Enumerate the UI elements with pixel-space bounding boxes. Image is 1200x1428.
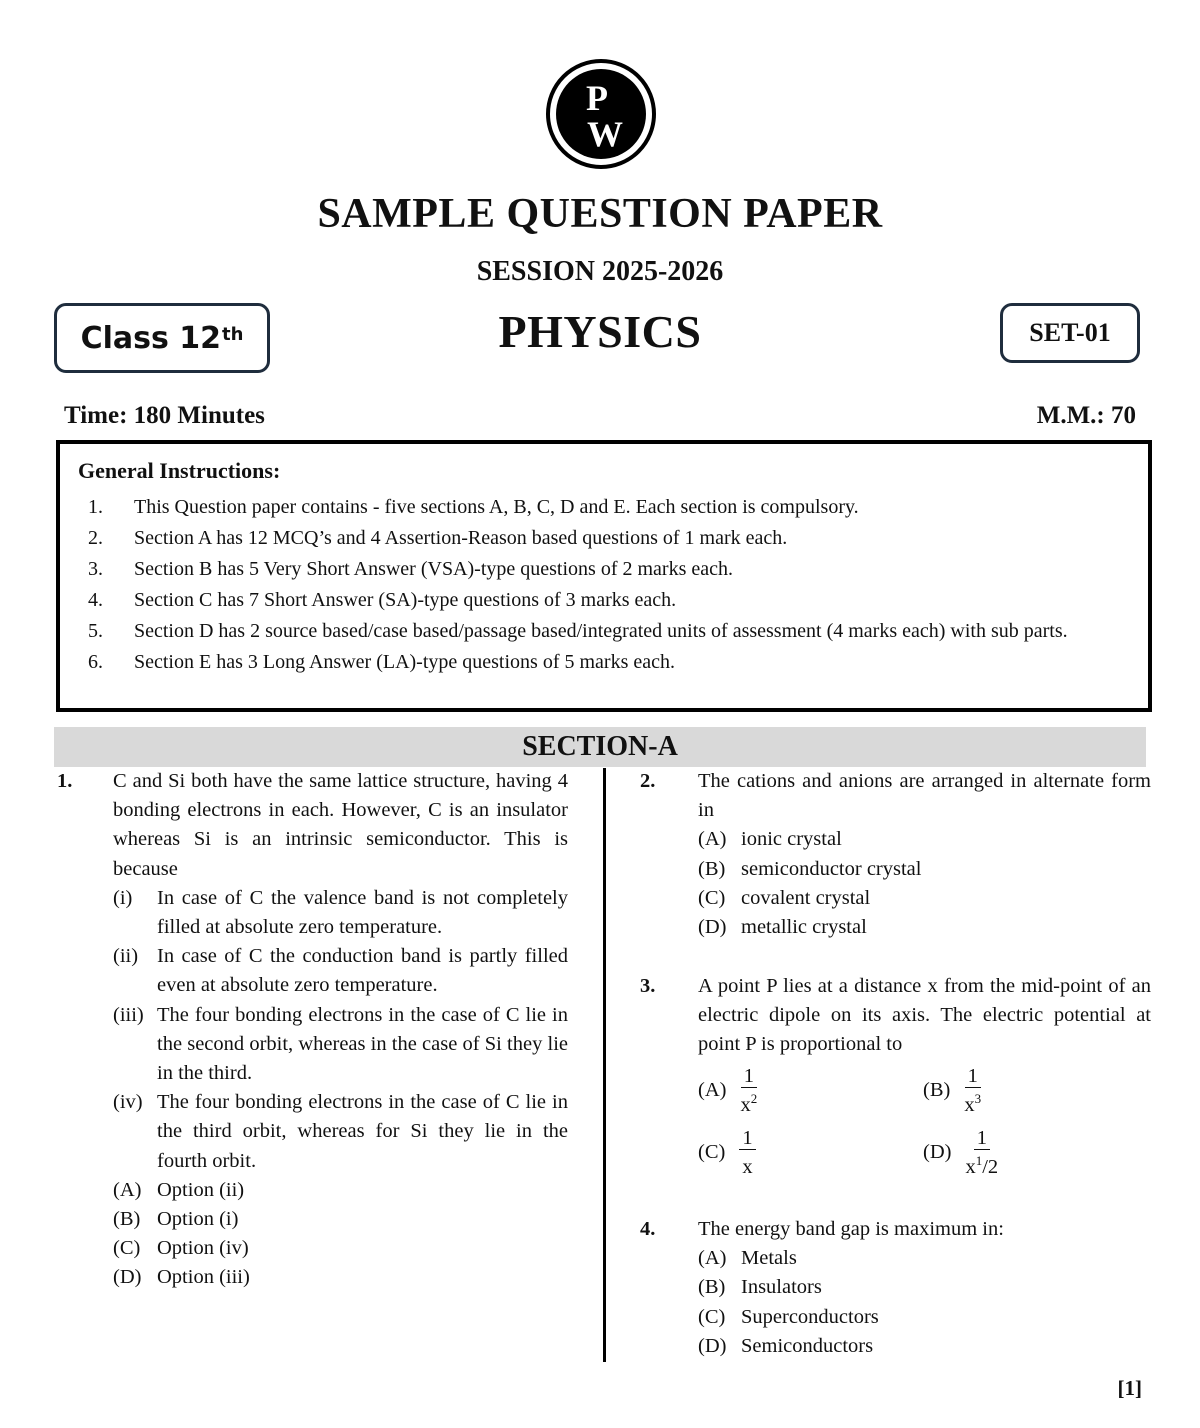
instruction-number: 4.: [88, 589, 103, 611]
fraction: [964, 1065, 981, 1116]
q1-stem: C and Si both have the same lattice structure, having 4 bonding electrons in each. However, C is an insulator whereas Si is an intrinsic semiconductor. This is because: [113, 770, 568, 880]
option-label: (D): [698, 916, 727, 939]
option-text: metallic crystal: [741, 916, 867, 939]
option-text: semiconductor crystal: [741, 857, 922, 880]
q1-option-b[interactable]: [113, 1205, 568, 1234]
statement-label: (iii): [113, 1003, 144, 1026]
question-4: [698, 1215, 1151, 1361]
q1-statement: [113, 1001, 568, 1089]
question-2: [698, 767, 1151, 942]
option-label: (D): [113, 1266, 142, 1289]
class-badge: [54, 303, 270, 373]
statement-label: (ii): [113, 945, 139, 968]
instruction-text: This Question paper contains - five sections A, B, C, D and E. Each section is compulsory.: [134, 496, 859, 518]
page-number: [1]: [1117, 1376, 1142, 1400]
instruction-item: [88, 492, 1138, 523]
column-divider: [603, 768, 606, 1362]
time-allowed: Time: 180 Minutes: [64, 402, 265, 429]
option-text: Semiconductors: [741, 1334, 874, 1357]
statement-label: (i): [113, 886, 133, 909]
set-label: SET-01: [1029, 318, 1111, 347]
denominator: x: [742, 1156, 753, 1179]
max-marks: M.M.: 70: [1036, 402, 1136, 429]
q3-options-row-2: [698, 1122, 1151, 1184]
instruction-number: 5.: [88, 620, 103, 642]
option-label: (D): [923, 1141, 952, 1163]
q2-stem: The cations and anions are arranged in alternate form in: [698, 770, 1151, 822]
instruction-number: 6.: [88, 651, 103, 673]
q3-option-a[interactable]: [698, 1065, 923, 1116]
numerator: 1: [739, 1127, 755, 1150]
fraction: [740, 1065, 757, 1116]
option-text: ionic crystal: [741, 828, 842, 851]
statement-label: (iv): [113, 1091, 143, 1114]
option-text: Option (ii): [157, 1178, 245, 1201]
q4-option-b[interactable]: [698, 1273, 1151, 1302]
q3-option-c[interactable]: [698, 1127, 923, 1178]
q3-stem: A point P lies at a distance x from the mid-point of an electric dipole on its axis. The electric potential at point P is proportional to: [698, 975, 1151, 1056]
q4-option-d[interactable]: [698, 1332, 1151, 1361]
q1-statement: [113, 884, 568, 942]
q4-stem: The energy band gap is maximum in:: [698, 1218, 1004, 1240]
statement-text: In case of C the valence band is not completely filled at absolute zero temperature.: [157, 886, 568, 939]
logo-letter-p: P: [586, 78, 608, 118]
q3-option-d[interactable]: [923, 1127, 1148, 1178]
instruction-text: Section C has 7 Short Answer (SA)-type questions of 3 marks each.: [134, 589, 677, 611]
pw-logo: [545, 58, 657, 170]
paper-title: SAMPLE QUESTION PAPER: [317, 191, 883, 237]
option-label: (B): [698, 857, 726, 880]
option-label: (D): [698, 1334, 727, 1357]
statement-text: The four bonding electrons in the case of C lie in the second orbit, whereas in the case of Si they lie in the third.: [157, 1003, 568, 1085]
q1-option-c[interactable]: [113, 1234, 568, 1263]
q2-option-c[interactable]: [698, 884, 1151, 913]
instruction-item: [88, 523, 1138, 554]
denominator: $x^1/2$: [965, 1153, 999, 1179]
instructions-list: [88, 492, 1138, 678]
q3-option-b[interactable]: [923, 1065, 1148, 1116]
question-3: [698, 972, 1151, 1184]
instruction-number: 3.: [88, 558, 103, 580]
option-label: (C): [698, 1141, 726, 1163]
section-a-heading: SECTION-A: [54, 727, 1146, 767]
q4-option-c[interactable]: [698, 1303, 1151, 1332]
option-text: Option (i): [157, 1208, 239, 1231]
q2-number: 2.: [640, 770, 656, 792]
fraction: [739, 1127, 755, 1178]
q1-statement: [113, 1088, 568, 1176]
denominator: $x^2$: [740, 1091, 758, 1117]
option-text: Option (iv): [157, 1237, 249, 1260]
q4-option-a[interactable]: [698, 1244, 1151, 1273]
instruction-number: 2.: [88, 527, 103, 549]
option-text: covalent crystal: [741, 886, 871, 909]
q1-option-a[interactable]: [113, 1176, 568, 1205]
fraction: [965, 1127, 998, 1178]
option-text: Option (iii): [157, 1266, 250, 1289]
instruction-text: Section B has 5 Very Short Answer (VSA)-type questions of 2 marks each.: [134, 558, 733, 580]
numerator: 1: [741, 1065, 757, 1088]
instruction-item: [88, 647, 1138, 678]
statement-text: The four bonding electrons in the case of C lie in the third orbit, whereas for Si they lie in the fourth orbit.: [157, 1091, 568, 1172]
q1-number: 1.: [57, 770, 73, 792]
q1-option-d[interactable]: [113, 1263, 568, 1292]
instruction-item: [88, 585, 1138, 616]
session-label: SESSION 2025-2026: [476, 256, 724, 287]
instruction-number: 1.: [88, 496, 103, 518]
option-label: (B): [923, 1079, 951, 1101]
option-label: (C): [698, 1305, 726, 1328]
option-label: (A): [698, 1247, 727, 1270]
option-label: (B): [113, 1208, 141, 1231]
instruction-text: Section E has 3 Long Answer (LA)-type questions of 5 marks each.: [134, 651, 675, 673]
statement-text: In case of C the conduction band is partly filled even at absolute zero temperature.: [157, 945, 568, 997]
q1-statement: [113, 942, 568, 1000]
general-instructions-box: [56, 440, 1152, 712]
option-label: (A): [698, 1079, 727, 1101]
option-label: (C): [698, 886, 726, 909]
instruction-text: Section A has 12 MCQ’s and 4 Assertion-Reason based questions of 1 mark each.: [134, 527, 788, 549]
option-text: Superconductors: [741, 1305, 879, 1328]
option-label: (C): [113, 1237, 141, 1260]
numerator: 1: [974, 1127, 990, 1150]
q2-option-b[interactable]: [698, 855, 1151, 884]
instructions-heading: General Instructions:: [78, 458, 281, 483]
instruction-item: [88, 616, 1138, 647]
set-badge: [1000, 303, 1140, 363]
q2-option-d[interactable]: [698, 913, 1151, 942]
question-1: [113, 767, 568, 1293]
option-text: Metals: [741, 1247, 797, 1270]
q4-number: 4.: [640, 1218, 656, 1240]
instruction-text: Section D has 2 source based/case based/passage based/integrated units of assessment (4 marks each) with sub parts.: [134, 620, 1068, 642]
option-label: (A): [698, 828, 727, 851]
option-label: (B): [698, 1276, 726, 1299]
logo-letter-w: W: [587, 114, 623, 154]
option-label: (A): [113, 1178, 142, 1201]
subject-title: PHYSICS: [498, 306, 702, 357]
numerator: 1: [965, 1065, 981, 1088]
option-text: Insulators: [741, 1276, 822, 1299]
class-label: Class 12: [80, 320, 222, 356]
q3-options-row-1: [698, 1060, 1151, 1122]
q3-number: 3.: [640, 975, 656, 997]
instruction-item: [88, 554, 1138, 585]
q2-option-a[interactable]: [698, 825, 1151, 854]
class-suffix: th: [222, 323, 244, 345]
denominator: $x^3$: [964, 1091, 982, 1117]
